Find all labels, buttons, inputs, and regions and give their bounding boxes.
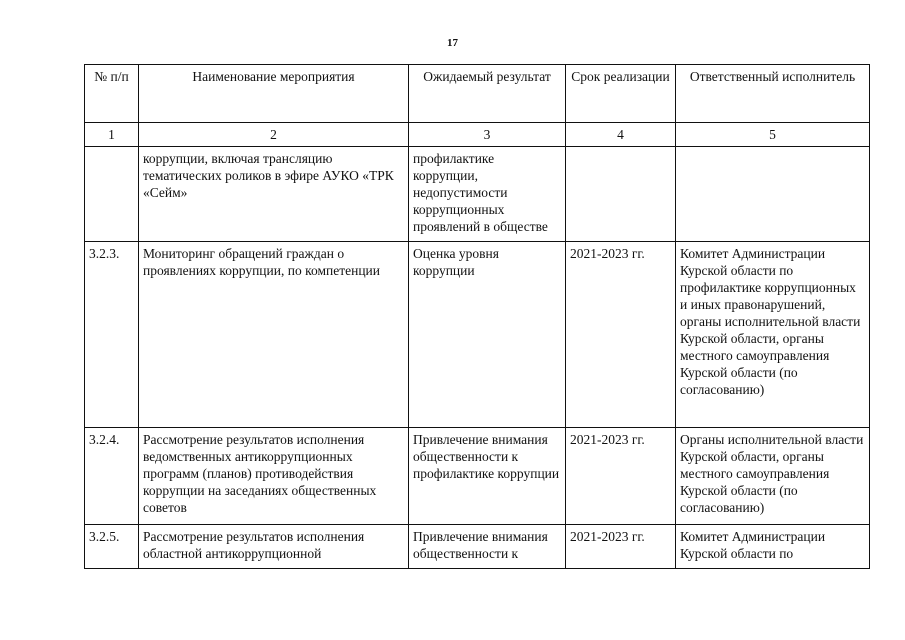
row-responsible: Комитет Администрации Курской области по [676,525,870,569]
column-number: 2 [139,123,409,147]
row-term: 2021-2023 гг. [566,242,676,428]
row-term: 2021-2023 гг. [566,525,676,569]
column-number: 5 [676,123,870,147]
table-row [85,428,870,525]
measures-table [84,64,870,569]
row-responsible [676,147,870,242]
table-row [85,242,870,428]
table-row [85,147,870,242]
header-expected-result: Ожидаемый результат [409,65,566,123]
row-number: 3.2.5. [85,525,139,569]
column-number: 4 [566,123,676,147]
header-responsible: Ответственный исполнитель [676,65,870,123]
row-number: 3.2.4. [85,428,139,525]
row-responsible: Органы исполнительной власти Курской области, органы местного самоуправления Курской области (по согласованию) [676,428,870,525]
column-numbers-row [85,123,870,147]
row-event-name: коррупции, включая трансляцию тематических роликов в эфире АУКО «ТРК «Сейм» [139,147,409,242]
header-number: № п/п [85,65,139,123]
row-expected-result: Привлечение внимания общественности к профилактике коррупции [409,428,566,525]
header-event-name: Наименование мероприятия [139,65,409,123]
row-event-name: Рассмотрение результатов исполнения областной антикоррупционной [139,525,409,569]
row-number: 3.2.3. [85,242,139,428]
row-event-name: Рассмотрение результатов исполнения ведомственных антикоррупционных программ (планов) противодействия коррупции на заседаниях общественных советов [139,428,409,525]
row-term [566,147,676,242]
table-header-row [85,65,870,123]
column-number: 3 [409,123,566,147]
row-expected-result: Оценка уровня коррупции [409,242,566,428]
row-number [85,147,139,242]
column-number: 1 [85,123,139,147]
row-term: 2021-2023 гг. [566,428,676,525]
row-expected-result: профилактике коррупции, недопустимости коррупционных проявлений в обществе [409,147,566,242]
row-expected-result: Привлечение внимания общественности к [409,525,566,569]
row-responsible: Комитет Администрации Курской области по профилактике коррупционных и иных правонарушений, органы исполнительной власти Курской области, органы местного самоуправления Курской области (по согласованию) [676,242,870,428]
row-event-name: Мониторинг обращений граждан о проявлениях коррупции, по компетенции [139,242,409,428]
table-row [85,525,870,569]
page-number: 17 [447,37,458,49]
header-term: Срок реализации [566,65,676,123]
